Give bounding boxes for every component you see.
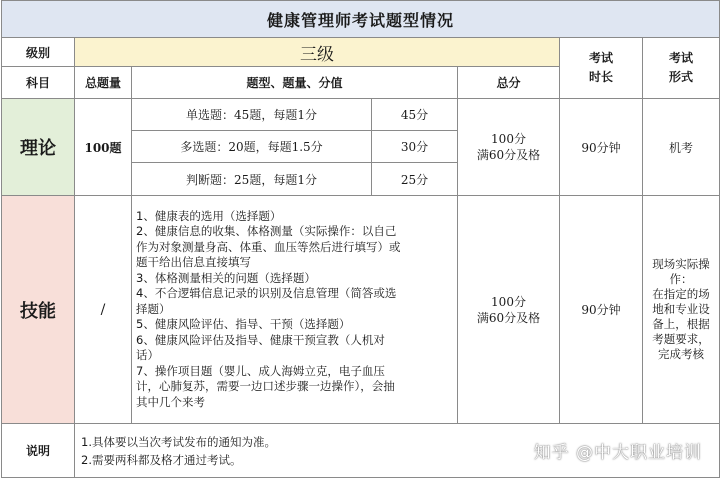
theory-item-desc: 多选题：20题，每题1.5分 [132, 131, 372, 163]
skill-line: 6、健康风险评估及指导、健康干预宣教（人机对 [136, 332, 385, 347]
subject-header: 科目 [2, 67, 75, 99]
skill-duration: 90分钟 [560, 196, 643, 424]
level-value: 三级 [75, 38, 560, 67]
theory-total-score: 100分 满60分及格 [458, 99, 560, 196]
exam-table [1, 0, 720, 478]
theory-total-questions: 100题 [75, 99, 132, 196]
skill-form: 现场实际操 作： 在指定的场 地和专业设 备上，根据 考题要求， 完成考核 [643, 196, 720, 424]
skill-line: 作为对象测量身高、体重、血压等然后进行填写）或 [136, 239, 401, 254]
theory-subject: 理论 [2, 99, 75, 196]
skill-subject: 技能 [2, 196, 75, 424]
skill-line: 话） [136, 348, 159, 363]
theory-item-score: 30分 [372, 131, 458, 163]
skill-total-questions: / [75, 196, 132, 424]
theory-item-desc: 判断题：25题，每题1分 [132, 163, 372, 196]
skill-line: 3、体格测量相关的问题（选择题） [136, 270, 316, 285]
notes-label: 说明 [2, 424, 75, 478]
skill-line: 其中几个来考 [136, 394, 205, 409]
skill-total-score: 100分 满60分及格 [458, 196, 560, 424]
skill-line: 7、操作项目题（婴儿、成人海姆立克，电子血压 [136, 363, 385, 378]
skill-line: 5、健康风险评估、指导、干预（选择题） [136, 317, 351, 332]
total-questions-header: 总题量 [75, 67, 132, 99]
skill-line: 题干给出信息直接填写 [136, 255, 251, 270]
skill-line: 择题） [136, 301, 171, 316]
question-type-header: 题型、题量、分值 [132, 67, 458, 99]
skill-line: 2、健康信息的收集、体格测量（实际操作：以自己 [136, 224, 397, 239]
skill-line: 计，心肺复苏，需要一边口述步骤一边操作），会抽 [136, 379, 395, 394]
theory-item-score: 45分 [372, 99, 458, 131]
theory-duration: 90分钟 [560, 99, 643, 196]
table-title: 健康管理师考试题型情况 [2, 1, 720, 38]
skill-content [132, 196, 458, 424]
skill-line: 1、健康表的选用（选择题） [136, 208, 282, 223]
note-line: 2.需要两科都及格才通过考试。 [81, 452, 242, 467]
exam-form-header: 考试 形式 [643, 38, 720, 99]
exam-time-header: 考试 时长 [560, 38, 643, 99]
theory-item-desc: 单选题：45题，每题1分 [132, 99, 372, 131]
note-line: 1.具体要以当次考试发布的通知为准。 [81, 434, 276, 449]
theory-form: 机考 [643, 99, 720, 196]
watermark: 知乎 @中大职业培训 [533, 443, 702, 463]
total-score-header: 总分 [458, 67, 560, 99]
theory-item-score: 25分 [372, 163, 458, 196]
level-label: 级别 [2, 38, 75, 67]
skill-line: 4、不合逻辑信息记录的识别及信息管理（简答或选 [136, 286, 397, 301]
